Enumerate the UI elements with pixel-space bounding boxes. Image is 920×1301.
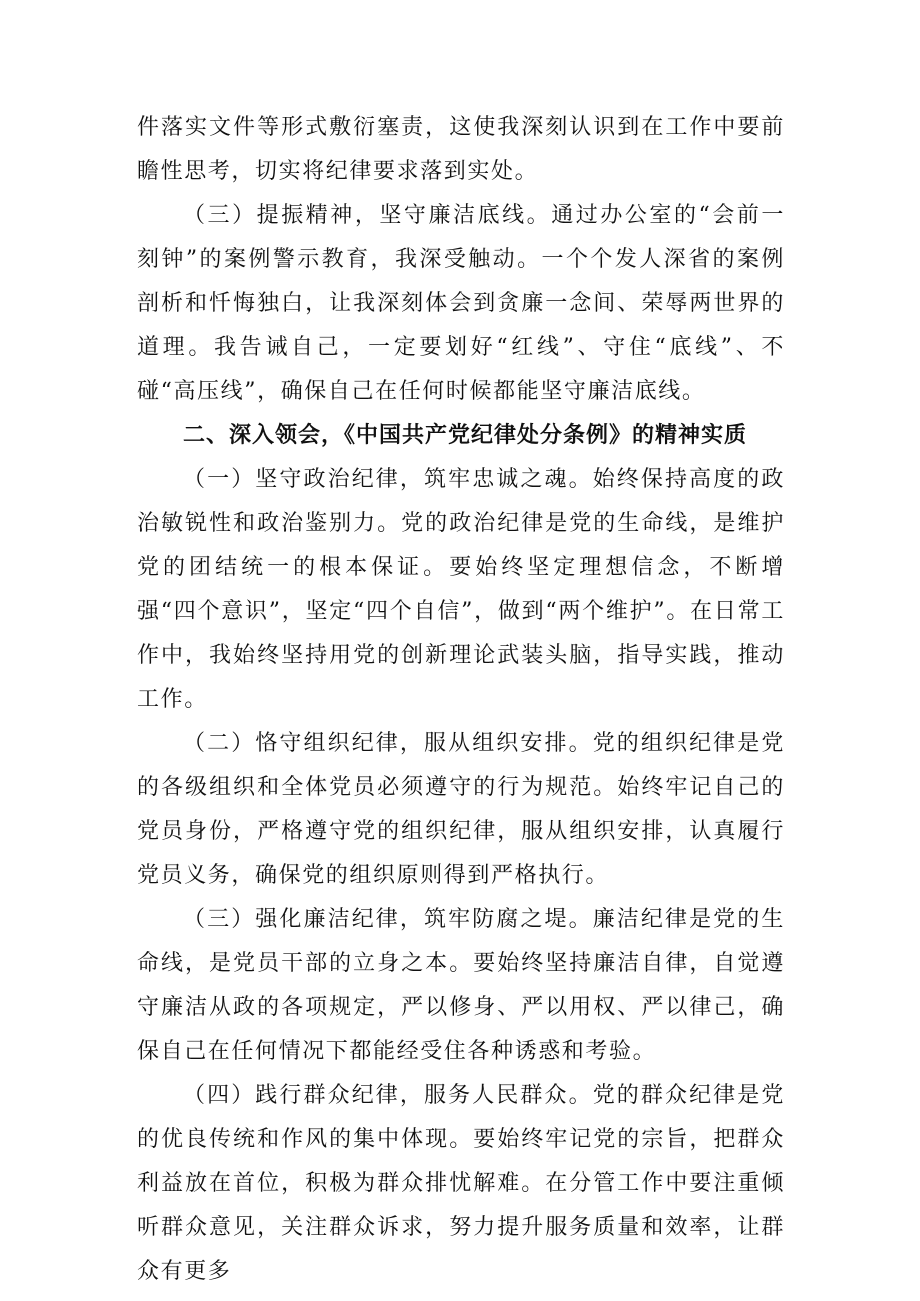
paragraph-integrity-discipline: （三）强化廉洁纪律，筑牢防腐之堤。廉洁纪律是党的生命线，是党员干部的立身之本。要始终坚持廉洁自律，自觉遵守廉洁从政的各项规定，严以修身、严以用权、严以律己，确保自己在任何情况下都能经受住各种诱惑和考验。 (137, 907, 785, 1064)
paragraph-organizational-discipline: （二）恪守组织纪律，服从组织安排。党的组织纪律是党的各级组织和全体党员必须遵守的行为规范。始终牢记自己的党员身份，严格遵守党的组织纪律，服从组织安排，认真履行党员义务，确保党的组织原则得到严格执行。 (137, 731, 785, 888)
document-body (137, 106, 785, 1294)
paragraph-political-discipline: （一）坚守政治纪律，筑牢忠诚之魂。始终保持高度的政治敏锐性和政治鉴别力。党的政治纪律是党的生命线，是维护党的团结统一的根本保证。要始终坚定理想信念，不断增强“四个意识”，坚定“四个自信”，做到“两个维护”。在日常工作中，我始终坚持用党的创新理论武装头脑，指导实践，推动工作。 (137, 467, 785, 712)
continuation-paragraph: 件落实文件等形式敷衍塞责，这使我深刻认识到在工作中要前瞻性思考，切实将纪律要求落到实处。 (137, 115, 785, 184)
paragraph-uphold-integrity: （三）提振精神，坚守廉洁底线。通过办公室的“会前一刻钟”的案例警示教育，我深受触动。一个个发人深省的案例剖析和忏悔独白，让我深刻体会到贪廉一念间、荣辱两世界的道理。我告诫自己，一定要划好“红线”、守住“底线”、不碰“高压线”，确保自己在任何时候都能坚守廉洁底线。 (137, 203, 785, 404)
paragraph-mass-discipline: （四）践行群众纪律，服务人民群众。党的群众纪律是党的优良传统和作风的集中体现。要始终牢记党的宗旨，把群众利益放在首位，积极为群众排忧解难。在分管工作中要注重倾听群众意见，关注群众诉求，努力提升服务质量和效率，让群众有更多 (137, 1083, 785, 1284)
section-heading: 二、深入领会，《中国共产党纪律处分条例》的精神实质 (183, 423, 748, 448)
